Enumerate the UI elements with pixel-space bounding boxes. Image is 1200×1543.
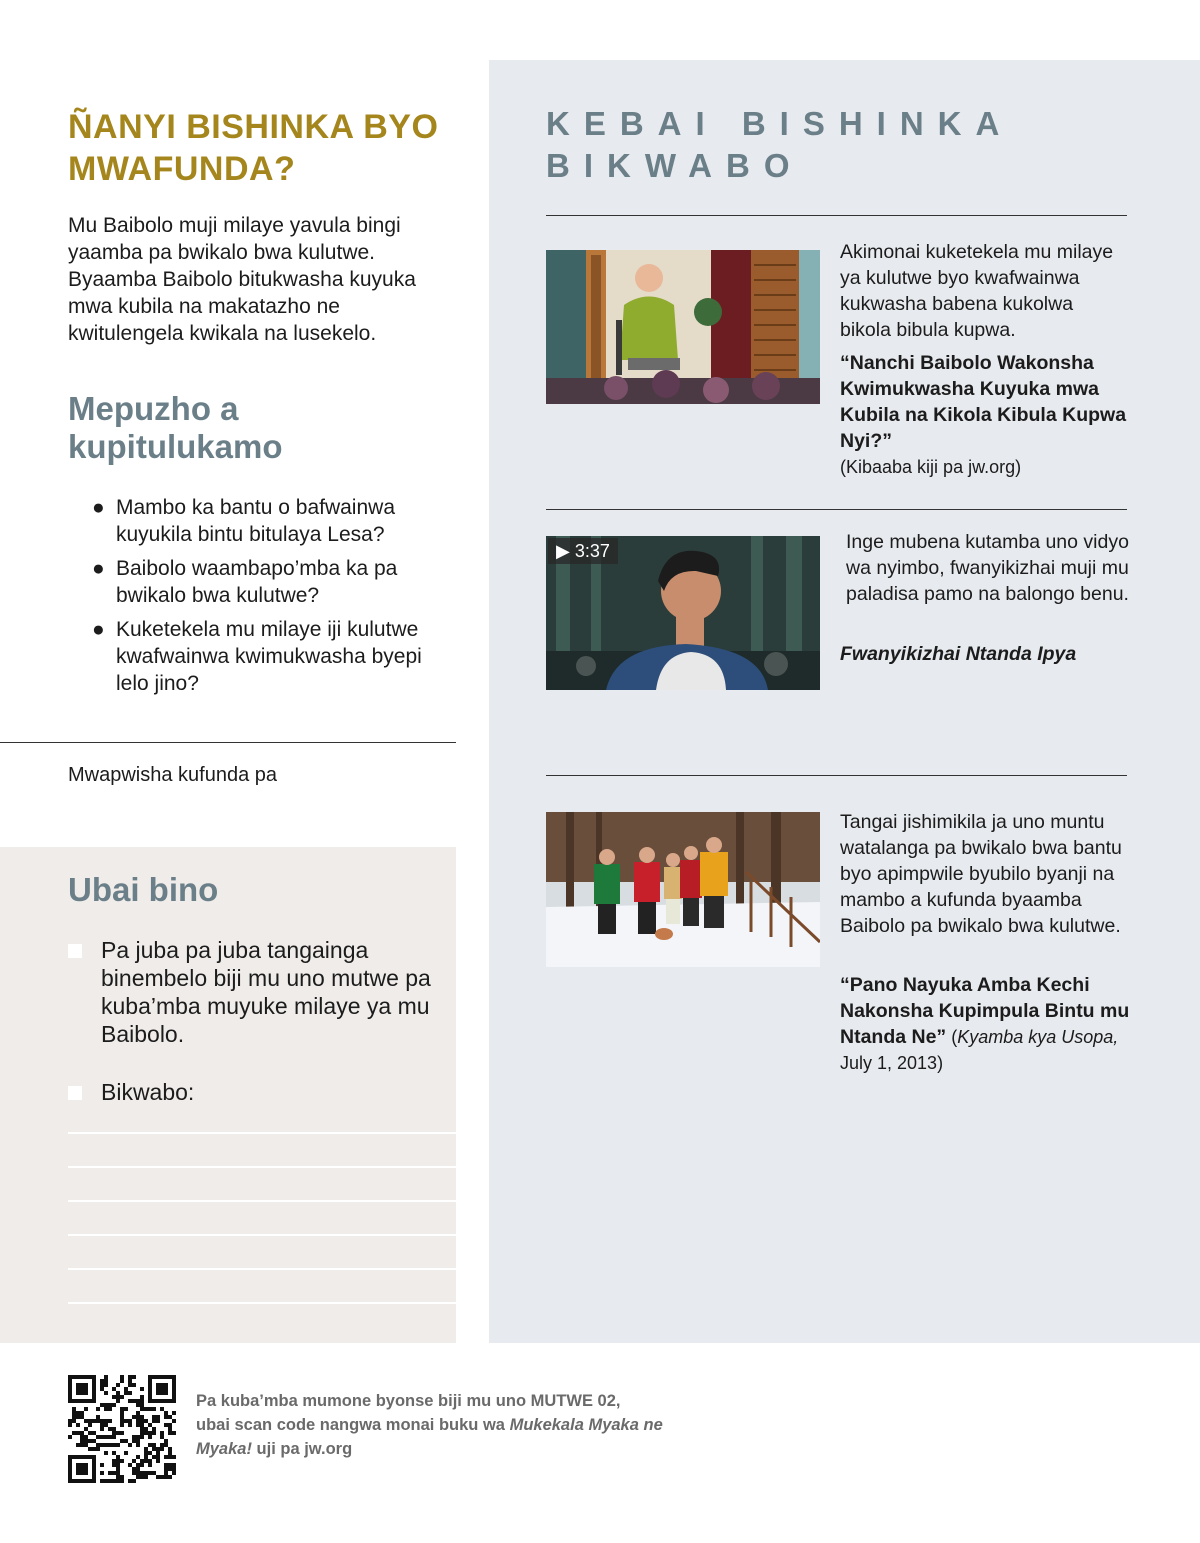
- article-link[interactable]: [840, 972, 1130, 1076]
- family-winter-walk-photo[interactable]: [546, 812, 820, 967]
- book-title[interactable]: Mukekala Myaka ne Myaka!: [196, 1416, 663, 1458]
- divider: [546, 775, 1127, 776]
- qr-code-icon[interactable]: [68, 1375, 176, 1483]
- writing-line[interactable]: [68, 1268, 456, 1270]
- finished-label: Mwapwisha kufunda pa: [68, 764, 278, 786]
- review-question: [92, 555, 452, 609]
- todo-item-text: Pa juba pa juba tangainga binembelo biji mu uno mutwe pa kuba’mba muyuke milaye ya mu Baibolo.: [101, 937, 431, 1047]
- footer-line-2: ubai scan code nangwa monai buku wa: [196, 1416, 510, 1434]
- man-at-window-photo[interactable]: [546, 250, 820, 404]
- todo-heading: Ubai bino: [68, 871, 219, 908]
- divider: [546, 509, 1127, 510]
- review-questions: [92, 494, 452, 704]
- review-question: [92, 494, 452, 548]
- intro-paragraph: Mu Baibolo muji milaye yavula bingi yaamba pa bwikalo bwa kulutwe. Byaamba Baibolo bitukwasha kuyuka mwa kubila na makatazho ne kwitulengela kwikala na lusekelo.: [68, 214, 416, 345]
- more-info-title: KEBAI BISHINKA BIKWABO: [546, 105, 1013, 184]
- review-heading: Mepuzho a kupitulukamo: [68, 390, 283, 465]
- qr-code-graphic: [68, 1375, 176, 1483]
- question-text: Kuketekela mu milaye iji kulutwe kwafwainwa kwimukwasha byepi lelo jino?: [116, 618, 422, 695]
- checkbox[interactable]: [68, 944, 82, 958]
- article-source-publication: Kyamba kya Usopa,: [957, 1027, 1119, 1047]
- video-duration: [548, 538, 618, 564]
- writing-line[interactable]: [68, 1132, 456, 1134]
- writing-line[interactable]: [68, 1234, 456, 1236]
- article-source-date: July 1, 2013): [840, 1053, 944, 1073]
- divider: [546, 215, 1127, 216]
- play-icon: ▶: [556, 541, 570, 561]
- footer-note: [196, 1389, 676, 1461]
- section-title: ÑANYI BISHINKA BYO MWAFUNDA?: [68, 108, 439, 188]
- divider: [0, 742, 456, 743]
- bullet-icon: ●: [92, 618, 105, 641]
- writing-line[interactable]: [68, 1200, 456, 1202]
- entry-description: Inge mubena kutamba uno vidyo wa nyimbo, fwanyikizhai muji mu paladisa pamo na balongo benu.: [846, 531, 1129, 605]
- duration-text: 3:37: [574, 541, 610, 561]
- writing-line[interactable]: [68, 1166, 456, 1168]
- article-source: (Kibaaba kiji pa jw.org): [840, 457, 1022, 477]
- article-source-open: (: [946, 1027, 958, 1047]
- bullet-icon: ●: [92, 557, 105, 580]
- bullet-icon: ●: [92, 496, 105, 519]
- question-text: Mambo ka bantu o bafwainwa kuyukila bintu bitulaya Lesa?: [116, 496, 395, 546]
- review-question: [92, 616, 452, 697]
- writing-line[interactable]: [68, 1302, 456, 1304]
- article-title[interactable]: “Pano Nayuka Amba Kechi Nakonsha Kupimpula Bintu mu Ntanda Ne”: [840, 974, 1130, 1048]
- article-link[interactable]: [840, 350, 1130, 480]
- question-text: Baibolo waambapo’mba ka pa bwikalo bwa kulutwe?: [116, 557, 398, 607]
- checkbox[interactable]: [68, 1086, 82, 1100]
- todo-item-text: Bikwabo:: [101, 1079, 195, 1105]
- article-title[interactable]: “Nanchi Baibolo Wakonsha Kwimukwasha Kuyuka mwa Kubila na Kikola Kibula Kupwa Nyi?”: [840, 352, 1127, 452]
- video-title[interactable]: Fwanyikizhai Ntanda Ipya: [840, 643, 1077, 665]
- footer-line-3: uji pa jw.org: [251, 1440, 353, 1458]
- entry-description: Akimonai kuketekela mu milaye ya kulutwe byo kwafwainwa kukwasha babena kukolwa bikola bibula kupwa.: [840, 241, 1114, 341]
- footer-line-1: Pa kuba’mba mumone byonse biji mu uno MUTWE 02,: [196, 1392, 621, 1410]
- entry-description: Tangai jishimikila ja uno muntu watalanga pa bwikalo bwa bantu byo apimpwile byubilo byanji na mambo a kufunda byaamba Baibolo pa bwikalo bwa kulutwe.: [840, 811, 1122, 937]
